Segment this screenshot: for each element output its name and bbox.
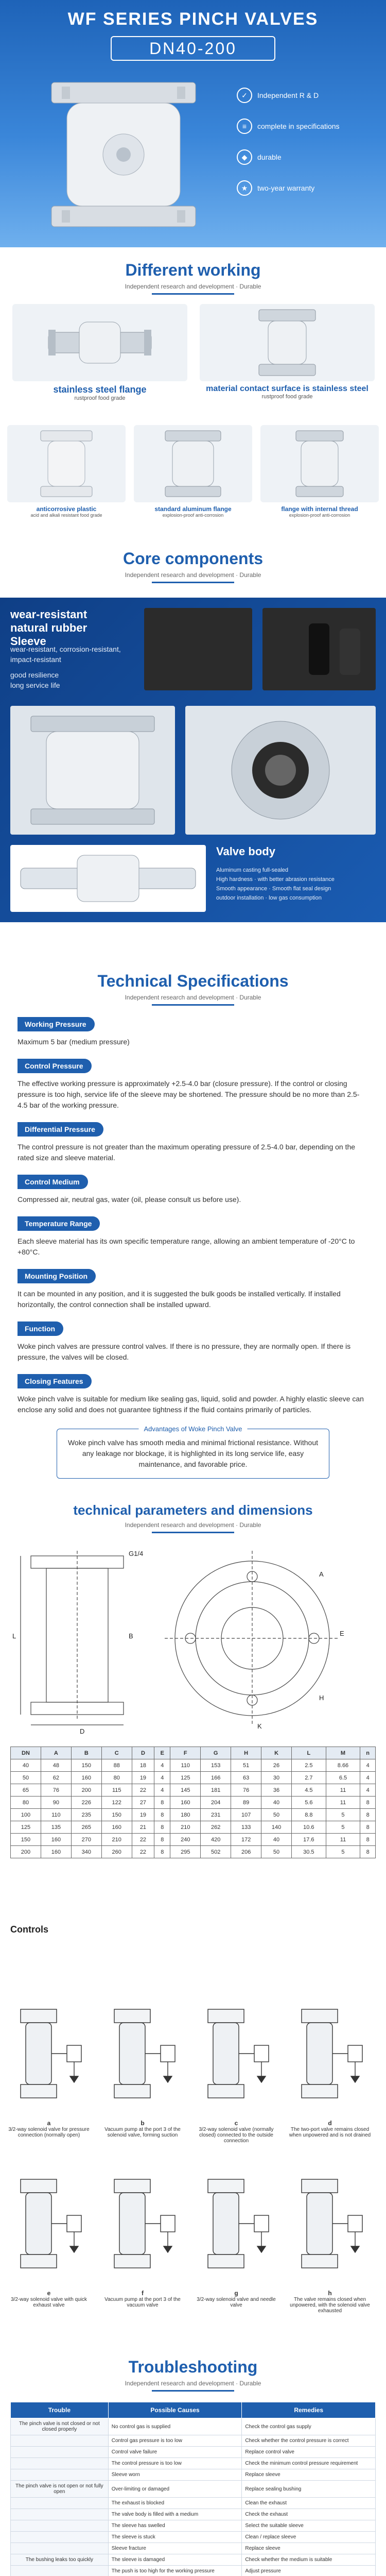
cause-cell: The sleeve has swelled [108,2520,242,2532]
technical-parameters-section [0,1489,386,1994]
drawing-label: L [12,1632,16,1640]
hero-subtitle: DN40-200 [111,36,275,61]
spec-text: Woke pinch valves are pressure control valves. If there is no pressure, they are normally open. If there is pressure, the valves will be closed. [17,1342,351,1361]
cause-cell: The push is too high for the working pressure [108,2566,242,2576]
remedy-cell: Clean the exhaust [242,2498,376,2509]
control-caption: 3/2-way solenoid valve (normally closed) connected to the outside connection [199,2127,274,2144]
control-diagram [286,1999,374,2138]
table-header-row: DN A B C D E F G H K L M n [11,1747,376,1759]
feature-label: two-year warranty [257,184,315,192]
trouble-cell [11,2520,109,2532]
parameters-table-body [11,1759,376,1858]
cause-cell: No control gas is supplied [108,2418,242,2435]
remedy-cell: Clean / replace sleeve [242,2532,376,2543]
feature-label: Independent R & D [257,91,319,99]
warranty-icon: ★ [237,180,252,196]
cause-cell: Over-limiting or damaged [108,2481,242,2498]
core-panel [0,598,386,922]
variant-label: material contact surface is stainless steel [206,384,369,393]
control-schematic [291,1999,369,2117]
table-row: 125 135 265 160 21 8 210 262 133 140 10.6 5 8 [11,1821,376,1834]
table-row [11,2509,376,2520]
technical-specifications-section [0,958,386,1489]
valve-side-image [10,845,206,912]
variant-label: standard aluminum flange [154,505,232,513]
trouble-cell [11,2532,109,2543]
control-label: b [141,2120,145,2127]
spec-block [17,1374,369,1415]
controls-title: Controls [10,1924,48,1935]
trouble-cell [11,2498,109,2509]
table-row [11,2498,376,2509]
trouble-cell [11,2469,109,2481]
control-label: f [142,2290,144,2297]
trouble-cell: The pinch valve is not closed or not closed properly [11,2418,109,2435]
section-divider [152,1004,234,1006]
trouble-cell [11,2566,109,2576]
table-row: 40 48 150 88 18 4 110 153 51 26 2.5 8.66 4 [11,1759,376,1772]
variant-card [200,304,375,400]
sleeve-image [144,608,252,690]
variant-card [134,425,252,518]
section-divider [152,2390,234,2392]
section-divider [152,293,234,295]
table-row [11,2566,376,2576]
controls-section [0,1994,386,2344]
variant-image [7,425,126,502]
troubleshooting-table [10,2402,376,2576]
spec-block [17,1216,369,1258]
remedy-cell: Replace sealing bushing [242,2481,376,2498]
control-diagram [192,2169,280,2308]
control-schematic [10,1999,87,2117]
sleeve-details: wear-resistant, corrosion-resistant, impact-resistant good resilience long service life [10,645,121,689]
drawing-label: K [257,1722,262,1730]
drawing-label: H [319,1694,324,1702]
drawing-label: A [319,1570,324,1578]
section-tagline: Independent research and development · Durable [125,283,261,290]
remedy-cell: Check whether the medium is suitable [242,2554,376,2566]
control-caption: The valve remains closed when unpowered, with the solenoid valve exhausted [290,2297,370,2314]
section-tagline: Independent research and development · Durable [125,994,261,1001]
spec-text: Each sleeve material has its own specific temperature range, allowing an ambient temperature of -20°C to +80°C. [17,1237,355,1256]
valve-open-image [185,706,376,835]
control-diagram [99,1999,186,2138]
variant-card [12,304,187,401]
advantages-box [57,1425,329,1479]
spec-block [17,1175,369,1205]
control-label: a [47,2120,51,2127]
trouble-cell: The bushing leaks too quickly [11,2554,109,2566]
sleeve-image-2 [262,608,376,690]
section-title: Different working [125,261,261,279]
control-label: d [328,2120,332,2127]
spec-block [17,1122,369,1163]
spec-label: Temperature Range [17,1216,100,1231]
trouble-cell [11,2435,109,2447]
variant-sub: acid and alkali resistant food grade [30,513,102,518]
remedy-cell: Replace sleeve [242,2543,376,2554]
spec-label: Closing Features [17,1374,92,1388]
table-row: 150 160 270 210 22 8 240 420 172 40 17.6 11 8 [11,1834,376,1846]
table-row [11,2418,376,2435]
variant-sub: explosion-proof anti-corrosion [289,513,350,518]
variant-label: stainless steel flange [53,384,147,395]
drawing-label: B [129,1632,133,1640]
variant-sub: rustproof food grade [74,395,126,401]
spec-block [17,1059,369,1111]
control-schematic [10,2169,87,2287]
variant-label: flange with internal thread [281,505,358,513]
feature-item [237,118,371,134]
sleeve-title: wear-resistant natural rubber Sleeve [10,608,87,648]
feature-item [237,88,371,103]
control-caption: The two-port valve remains closed when unpowered and is not drained [289,2127,371,2138]
variant-image [12,304,187,381]
table-row [11,2554,376,2566]
control-diagram [99,2169,186,2308]
spec-text: Woke pinch valve is suitable for medium like sealing gas, liquid, solid and powder. A highly elastic sleeve can enclose any solid and does not guarantee tightness if the fluid contains primarily of particles. [17,1395,364,1414]
table-row [11,2447,376,2458]
control-caption: 3/2-way solenoid valve for pressure connection (normally open) [8,2127,90,2138]
control-caption: 3/2-way solenoid valve with quick exhaust valve [11,2297,87,2308]
remedy-cell: Check the minimum control pressure requirement [242,2458,376,2469]
trouble-cell [11,2447,109,2458]
spec-icon: ≡ [237,118,252,134]
spec-text: Compressed air, neutral gas, water (oil, please consult us before use). [17,1195,241,1204]
spec-label: Control Pressure [17,1059,92,1073]
cause-cell: The exhaust is blocked [108,2498,242,2509]
table-row: 100 110 235 150 19 8 180 231 107 50 8.8 5 8 [11,1809,376,1821]
table-row: 200 160 340 260 22 8 295 502 206 50 30.5 5 8 [11,1846,376,1858]
control-label: g [234,2290,238,2297]
section-tagline: Independent research and development · Durable [125,1521,261,1529]
core-components-section [0,536,386,958]
spec-label: Function [17,1321,63,1336]
variant-image [134,425,252,502]
body-details: Aluminum casting full-sealed High hardness · with better abrasion resistance Smooth appearance · Smooth flat seal design outdoor installation · low gas consumption [216,867,335,901]
variant-sub: rustproof food grade [261,394,313,400]
remedy-cell: Check the exhaust [242,2509,376,2520]
control-label: e [47,2290,51,2297]
shield-icon: ◆ [237,149,252,165]
parameters-table [10,1747,376,1858]
check-icon: ✓ [237,88,252,103]
control-diagram [286,2169,374,2314]
remedy-cell: Replace control valve [242,2447,376,2458]
remedy-cell: Adjust pressure [242,2566,376,2576]
hero-banner [0,0,386,247]
spec-block [17,1269,369,1310]
cause-cell: Control gas pressure is too low [108,2435,242,2447]
control-schematic [198,1999,275,2117]
variant-card [260,425,379,518]
troubleshooting-section [0,2344,386,2576]
cause-cell: Control valve failure [108,2447,242,2458]
remedy-cell: Check whether the control pressure is correct [242,2435,376,2447]
hero-features [237,88,371,211]
body-title: Valve body [216,845,275,858]
different-working-section [0,247,386,536]
table-row [11,2469,376,2481]
feature-item [237,149,371,165]
dimension-drawing [10,1546,376,1736]
section-title: Technical Specifications [97,972,289,990]
cause-cell: Sleeve worn [108,2469,242,2481]
spec-label: Mounting Position [17,1269,96,1283]
control-label: h [328,2290,332,2297]
table-row: 50 62 160 80 19 4 125 166 63 30 2.7 6.5 4 [11,1772,376,1784]
section-title: Core components [122,549,264,568]
table-row [11,2458,376,2469]
control-diagram [5,2169,93,2308]
remedy-cell: Select the suitable sleeve [242,2520,376,2532]
variant-label: anticorrosive plastic [36,505,97,513]
table-row: 65 76 200 115 22 4 145 181 76 36 4.5 11 4 [11,1784,376,1797]
section-divider [152,582,234,583]
advantages-title: Advantages of Woke Pinch Valve [138,1423,247,1434]
pinch-valve-image [31,72,216,237]
trouble-cell [11,2509,109,2520]
variant-card [7,425,126,518]
control-diagram [5,1999,93,2138]
control-caption: Vacuum pump at the port 3 of the solenoid valve, forming suction [104,2127,181,2138]
spec-text: The effective working pressure is approximately +2.5-4.0 bar (closure pressure). If the control or closing pressure is too high, service life of the sleeve may be shortened. The pressure should be no more than 2.5-4.5 bar of the working pressure. [17,1079,360,1109]
spec-block [17,1321,369,1363]
variant-sub: explosion-proof anti-corrosion [162,513,224,518]
table-row [11,2435,376,2447]
table-header-row: Trouble Possible Causes Remedies [11,2402,376,2418]
cause-cell: The sleeve is damaged [108,2554,242,2566]
spec-block [17,1017,369,1047]
cause-cell: The control pressure is too low [108,2458,242,2469]
section-title: Troubleshooting [128,2358,258,2376]
table-row [11,2520,376,2532]
feature-item [237,180,371,196]
section-title: technical parameters and dimensions [73,1502,313,1518]
control-caption: 3/2-way solenoid valve and needle valve [197,2297,276,2308]
troubleshooting-table-body [11,2418,376,2576]
cause-cell: The valve body is filled with a medium [108,2509,242,2520]
feature-label: complete in specifications [257,122,340,130]
drawing-label: E [340,1630,344,1637]
hero-title: WF SERIES PINCH VALVES [67,9,319,29]
control-caption: Vacuum pump at the port 3 of the vacuum valve [104,2297,181,2308]
table-row [11,2543,376,2554]
control-schematic [104,1999,181,2117]
drawing-label: G1/4 [129,1550,144,1557]
feature-label: durable [257,153,282,161]
spec-label: Differential Pressure [17,1122,103,1137]
table-row [11,2481,376,2498]
drawing-label: D [80,1727,85,1735]
spec-text: The control pressure is not greater than the maximum operating pressure of 2.5-4.0 bar, depending on the rated size and sleeve material. [17,1143,356,1162]
trouble-cell [11,2458,109,2469]
variant-image [200,304,375,381]
table-row: 80 90 226 122 27 8 160 204 89 40 5.6 11 8 [11,1797,376,1809]
advantages-text: Woke pinch valve has smooth media and minimal frictional resistance. Without any leakage nor blockage, it is highlighted in its long service life, easy maintenance, and favorable price. [67,1438,319,1468]
control-label: c [234,2120,238,2127]
section-tagline: Independent research and development · Durable [125,2380,261,2387]
control-schematic [291,2169,369,2287]
spec-text: It can be mounted in any position, and it is suggested the bulk goods be installed vertically. If installed horizontally, the control connection shall be installed upward. [17,1290,341,1309]
section-tagline: Independent research and development · Durable [125,571,261,579]
control-diagram [192,1999,280,2144]
spec-label: Control Medium [17,1175,88,1189]
section-divider [152,1532,234,1533]
control-schematic [104,2169,181,2287]
spec-text: Maximum 5 bar (medium pressure) [17,1038,130,1046]
cause-cell: Sleeve fracture [108,2543,242,2554]
cause-cell: The sleeve is stuck [108,2532,242,2543]
trouble-cell [11,2543,109,2554]
table-row [11,2532,376,2543]
variant-image [260,425,379,502]
valve-body-image [10,706,175,835]
remedy-cell: Replace sleeve [242,2469,376,2481]
control-schematic [198,2169,275,2287]
trouble-cell: The pinch valve is not open or not fully open [11,2481,109,2498]
spec-label: Working Pressure [17,1017,95,1031]
remedy-cell: Check the control gas supply [242,2418,376,2435]
